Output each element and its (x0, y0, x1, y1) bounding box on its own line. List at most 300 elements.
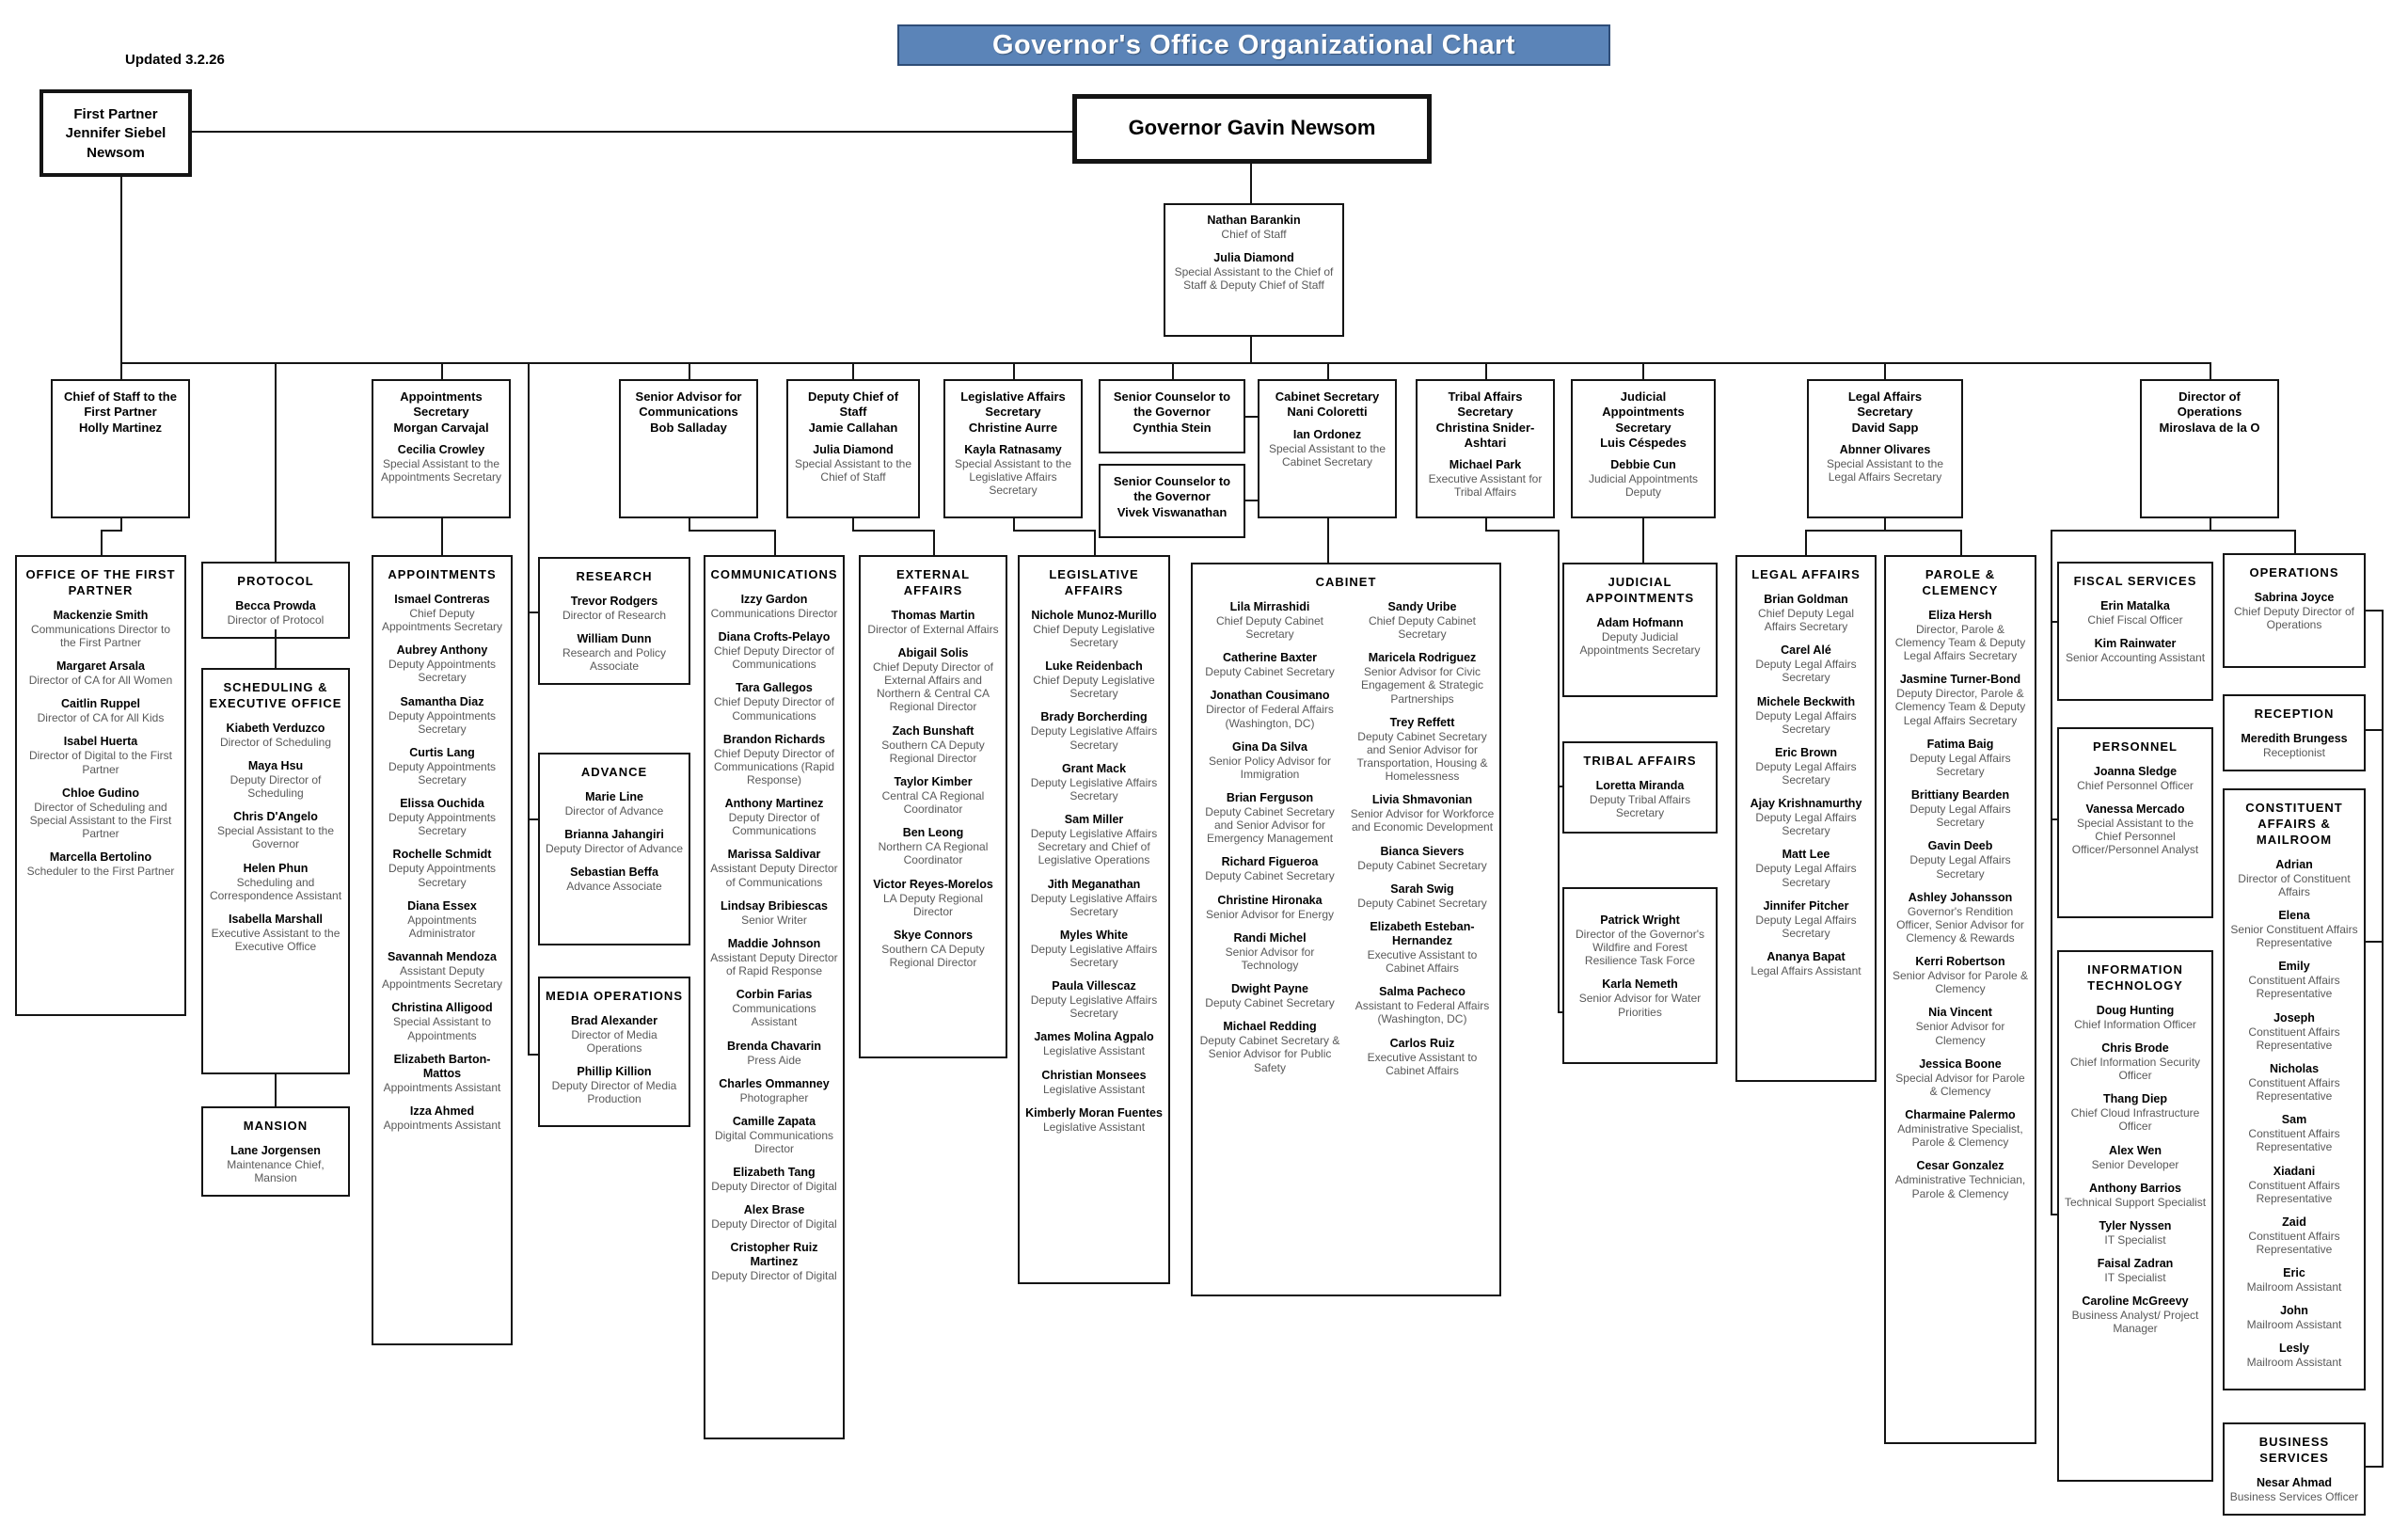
person-name: Marie Line (585, 789, 643, 803)
person-name: Carel Alé (1781, 643, 1831, 658)
person-entry (2064, 1041, 2207, 1082)
external-affairs-box (859, 555, 1007, 1058)
person-role: Constituent Affairs Representative (2248, 1025, 2340, 1052)
connector-line (275, 362, 277, 562)
person-entry (545, 790, 684, 818)
person-name: Michael Park (1449, 458, 1522, 471)
person-role: Senior Writer (741, 913, 807, 927)
box-title: Appointments Secretary Morgan Carvajal (393, 389, 489, 435)
person-entry (1891, 839, 2030, 880)
person-entry (710, 899, 838, 927)
person-role: Special Assistant to the Chief Personnel Officer/Personnel Analyst (2071, 817, 2199, 857)
person-role: Scheduling and Correspondence Assistant (209, 875, 342, 902)
person-role: Chief Deputy Director of External Affairs and Northern & Central CA Regional Director (872, 659, 994, 714)
box-header: CABINET (1315, 575, 1377, 589)
person-name: Christian Monsees (1041, 1068, 1147, 1082)
person-name: Eric Brown (1775, 745, 1837, 759)
person-entry (865, 609, 1001, 636)
connector-line (1327, 362, 1329, 381)
person-name: Emily (2278, 960, 2310, 974)
person-entry (1197, 855, 1342, 882)
person-name: Lane Jorgensen (230, 1143, 321, 1157)
person-name: Maddie Johnson (727, 936, 821, 950)
person-entry (865, 826, 1001, 866)
person-role: Senior Advisor for Workforce and Economic Development (1350, 807, 1495, 834)
person-name: Aubrey Anthony (396, 643, 488, 658)
chief-of-staff-first-partner-box (51, 379, 190, 518)
protocol-box (201, 562, 350, 639)
person-role: Senior Developer (2091, 1157, 2179, 1171)
research-box (538, 557, 690, 685)
person-role: Director of CA for All Women (28, 674, 173, 688)
person-name: Alex Wen (2108, 1143, 2162, 1157)
person-role: Chief Deputy Legal Affairs Secretary (1757, 606, 1855, 634)
person-entry (2229, 1304, 2359, 1331)
box-header: OPERATIONS (2249, 565, 2339, 580)
person-entry (1891, 738, 2030, 778)
person-entry (22, 609, 180, 649)
person-name: Sam Miller (1064, 813, 1124, 827)
connector-line (2366, 1466, 2382, 1468)
person-entry (2064, 1257, 2207, 1284)
person-name: Livia Shmavonian (1371, 793, 1473, 807)
person-role: Senior Advisor for Technology (1225, 945, 1315, 972)
person-name: Caitlin Ruppel (60, 697, 141, 711)
legal-affairs-secretary-box (1807, 379, 1963, 518)
person-entry (2229, 1215, 2359, 1256)
connector-line (689, 518, 690, 530)
person-role: Senior Advisor for Clemency (1915, 1020, 2005, 1047)
person-entry (1264, 428, 1390, 469)
person-role: Chief Fiscal Officer (2087, 612, 2183, 627)
person-role: Business Analyst/ Project Manager (2071, 1309, 2199, 1336)
person-entry (1891, 1006, 2030, 1046)
person-role: Deputy Appointments Secretary (388, 862, 497, 889)
person-entry (545, 828, 684, 855)
person-name: Erin Matalka (2100, 598, 2170, 612)
person-role: Deputy Cabinet Secretary (1205, 665, 1335, 679)
person-role: Mailroom Assistant (2246, 1280, 2342, 1295)
person-entry (378, 1104, 506, 1132)
person-role: Director of Constituent Affairs (2238, 871, 2351, 898)
person-role: Executive Assistant for Tribal Affairs (1428, 472, 1543, 500)
box-header: RESEARCH (576, 569, 653, 583)
person-entry (378, 797, 506, 837)
person-name: Izza Ahmed (409, 1104, 475, 1118)
person-entry (208, 759, 343, 800)
updated-date-label: Updated 3.2.26 (125, 52, 225, 68)
person-name: Ian Ordonez (1292, 427, 1362, 441)
mansion-box (201, 1106, 350, 1197)
person-entry (710, 681, 838, 722)
connector-line (101, 530, 103, 555)
person-role: Deputy Legislative Affairs Secretary (1030, 775, 1158, 802)
person-entry (2064, 1004, 2207, 1031)
person-role: LA Deputy Regional Director (882, 891, 984, 918)
person-entry (1024, 813, 1164, 866)
person-name: Jasmine Turner-Bond (1899, 673, 2021, 687)
person-name: Christina Alligood (391, 1001, 493, 1015)
person-entry (1024, 878, 1164, 918)
connector-line (441, 518, 443, 555)
person-entry (2064, 599, 2207, 627)
connector-line (1485, 518, 1487, 530)
person-entry (208, 599, 343, 627)
person-entry (1422, 458, 1548, 499)
person-name: Caroline McGreevy (2082, 1295, 2189, 1309)
chart-title-banner: Governor's Office Organizational Chart (897, 24, 1610, 66)
person-name: Curtis Lang (409, 745, 475, 759)
box-title: Senior Advisor for Communications Bob Salladay (635, 389, 742, 435)
person-role: Senior Advisor for Energy (1205, 907, 1335, 921)
legislative-affairs-box (1018, 555, 1170, 1284)
person-role: Receptionist (2262, 745, 2326, 759)
person-entry (1197, 931, 1342, 972)
box-header: SCHEDULING & EXECUTIVE OFFICE (209, 680, 342, 710)
person-entry (1742, 593, 1870, 633)
box-header: PERSONNEL (2093, 739, 2178, 754)
person-name: Thomas Martin (891, 608, 975, 622)
person-entry (1197, 689, 1342, 729)
person-name: Kimberly Moran Fuentes (1025, 1105, 1163, 1120)
person-role: Deputy Cabinet Secretary and Senior Advisor for Transportation, Housing & Homelessness (1356, 729, 1488, 784)
deputy-chief-of-staff-box (786, 379, 920, 518)
person-role: Special Advisor for Parole & Clemency (1895, 1071, 2025, 1098)
person-role: IT Specialist (2104, 1232, 2166, 1247)
person-entry (1742, 797, 1870, 837)
person-name: Chris D'Angelo (233, 810, 318, 824)
person-name: Trey Reffett (1389, 715, 1455, 729)
box-header: MANSION (243, 1119, 309, 1133)
person-entry (1170, 214, 1338, 241)
box-header: COMMUNICATIONS (710, 567, 838, 581)
tribal-affairs-box (1562, 741, 1718, 834)
box-title: Director of Operations Miroslava de la O (2159, 389, 2260, 435)
person-entry (208, 1144, 343, 1184)
constituent-affairs-mailroom-box (2223, 788, 2366, 1390)
judicial-appointments-secretary-box (1571, 379, 1716, 518)
person-entry (710, 1241, 838, 1282)
person-role: Photographer (739, 1090, 809, 1104)
box-title: Legal Affairs Secretary David Sapp (1847, 389, 1923, 435)
connector-line (1485, 362, 1487, 381)
person-name: Paula Villescaz (1052, 979, 1136, 993)
person-name: Becca Prowda (235, 598, 316, 612)
connector-line (120, 362, 122, 381)
box-header: INFORMATION TECHNOLOGY (2087, 962, 2183, 993)
person-entry (793, 443, 913, 484)
person-name: Tara Gallegos (736, 681, 813, 695)
person-entry (1024, 1106, 1164, 1134)
connector-line (1250, 337, 1252, 364)
person-role: Assistant Deputy Appointments Secretary (381, 964, 503, 992)
person-name: Elizabeth Esteban-Hernandez (1370, 919, 1475, 947)
person-entry (1350, 600, 1495, 641)
person-entry (2229, 1113, 2359, 1153)
person-entry (710, 593, 838, 620)
person-role: Director of External Affairs (867, 622, 999, 636)
person-entry (378, 1001, 506, 1041)
person-name: Joseph (2273, 1010, 2315, 1025)
person-entry (710, 1203, 838, 1231)
person-name: Matt Lee (1782, 848, 1830, 862)
connector-line (2366, 610, 2382, 612)
advance-box (538, 753, 690, 945)
person-entry (1891, 609, 2030, 662)
person-name: Michele Beckwith (1756, 694, 1856, 708)
person-entry (1197, 600, 1342, 641)
person-name: Victor Reyes-Morelos (873, 877, 993, 891)
chief-of-staff-box (1164, 203, 1344, 337)
person-entry (1024, 1030, 1164, 1057)
person-name: Brittiany Bearden (1910, 788, 2010, 802)
box-header: MEDIA OPERATIONS (545, 989, 683, 1003)
box-title: Tribal Affairs Secretary Christina Snider-Ashtari (1435, 389, 1535, 450)
person-name: Jessica Boone (1919, 1056, 2002, 1071)
person-role: Director of Digital to the First Partner (28, 749, 173, 776)
person-entry (1814, 443, 1956, 484)
person-name: Cristopher Ruiz Martinez (730, 1241, 818, 1269)
person-name: Elizabeth Tang (733, 1166, 816, 1180)
connector-line (1805, 530, 1960, 532)
person-name: Adrian (2275, 857, 2313, 871)
person-entry (1569, 616, 1711, 657)
person-entry (2229, 1342, 2359, 1369)
person-role: Special Assistant to the Legal Affairs Secretary (1826, 456, 1944, 484)
person-entry (2229, 732, 2359, 759)
person-role: Assistant to Federal Affairs (Washington, DC) (1354, 999, 1490, 1026)
person-role: Governor's Rendition Officer, Senior Advisor for Clemency & Rewards (1896, 904, 2024, 945)
box-header: FISCAL SERVICES (2073, 574, 2197, 588)
person-role: Chief Deputy Cabinet Secretary (1368, 613, 1477, 642)
cabinet-columns (1197, 600, 1495, 1079)
person-name: Myles White (1059, 928, 1129, 942)
person-entry (208, 810, 343, 850)
person-name: Sebastian Beffa (570, 866, 658, 880)
person-role: Research and Policy Associate (562, 646, 667, 674)
person-role: Special Assistant to the Cabinet Secretary (1268, 441, 1386, 469)
connector-line (275, 629, 277, 668)
person-role: Deputy Legislative Affairs Secretary (1030, 942, 1158, 969)
person-role: Appointments Assistant (383, 1080, 501, 1094)
person-entry (1197, 791, 1342, 845)
person-role: Senior Accounting Assistant (2065, 651, 2206, 665)
connector-line (528, 612, 538, 613)
person-entry (2229, 858, 2359, 898)
connector-line (1805, 530, 1807, 555)
person-entry (545, 866, 684, 893)
person-name: John (2280, 1304, 2308, 1318)
person-role: Executive Assistant to Cabinet Affairs (1367, 947, 1478, 976)
person-entry (1742, 950, 1870, 977)
person-role: Communications Assistant (732, 1002, 816, 1029)
senior-counselor-stein-box (1099, 379, 1245, 453)
person-role: Chief Deputy Director of Operations (2233, 604, 2355, 632)
person-role: Legislative Assistant (1042, 1082, 1146, 1096)
box-header: RECEPTION (2254, 707, 2335, 721)
legal-affairs-box (1735, 555, 1877, 1082)
person-role: Press Aide (747, 1053, 801, 1067)
person-name: Cecilia Crowley (397, 442, 485, 456)
connector-line (2210, 362, 2211, 381)
person-entry (378, 643, 506, 684)
person-entry (1197, 982, 1342, 1009)
director-of-operations-box (2140, 379, 2279, 518)
personnel-box (2057, 727, 2213, 918)
connector-line (528, 818, 538, 820)
person-role: Constituent Affairs Representative (2248, 974, 2340, 1001)
person-role: Director of Advance (564, 803, 664, 818)
person-role: Deputy Legal Affairs Secretary (1909, 751, 2011, 778)
person-name: Loretta Miranda (1595, 778, 1685, 792)
person-entry (545, 1065, 684, 1105)
person-role: Constituent Affairs Representative (2248, 1075, 2340, 1104)
person-entry (1891, 673, 2030, 726)
person-name: Corbin Farias (736, 988, 813, 1002)
person-entry (865, 724, 1001, 765)
connector-line (1013, 518, 1015, 530)
person-entry (1742, 899, 1870, 940)
person-name: Ismael Contreras (394, 592, 490, 606)
person-role: Chief Deputy Director of Communications (713, 644, 835, 672)
connector-line (528, 1054, 538, 1056)
person-name: Lindsay Bribiescas (721, 898, 828, 913)
connector-line (2051, 1214, 2057, 1215)
person-entry (1350, 1037, 1495, 1077)
person-name: Karla Nemeth (1602, 977, 1678, 992)
person-name: Patrick Wright (1600, 913, 1680, 927)
person-role: Maintenance Chief, Mansion (227, 1157, 325, 1185)
person-name: Izzy Gardon (740, 592, 808, 606)
connector-line (2210, 518, 2211, 530)
person-entry (710, 937, 838, 977)
person-name: Bianca Sievers (1380, 844, 1465, 858)
connector-line (852, 530, 933, 532)
person-name: Cesar Gonzalez (1916, 1159, 2004, 1173)
first-partner-box (40, 89, 192, 177)
person-name: Elena (2278, 908, 2310, 922)
person-entry (865, 929, 1001, 969)
person-role: Deputy Legal Affairs Secretary (1755, 658, 1857, 685)
person-role: Chief Deputy Legislative Secretary (1033, 674, 1155, 701)
person-entry (2064, 1219, 2207, 1247)
person-name: Xiadani (2273, 1164, 2316, 1178)
person-name: Brianna Jahangiri (564, 828, 664, 842)
person-role: Assistant Deputy Director of Rapid Response (710, 950, 838, 978)
person-role: Deputy Legislative Affairs Secretary (1030, 724, 1158, 752)
person-name: Sam (2281, 1113, 2307, 1127)
connector-line (120, 518, 122, 530)
person-name: Anthony Barrios (2089, 1181, 2181, 1195)
person-role: Business Services Officer (2229, 1489, 2359, 1503)
person-name: Helen Phun (243, 861, 309, 875)
person-name: Diana Essex (407, 898, 477, 913)
person-role: Deputy Legislative Affairs Secretary and Chief of Legislative Operations (1030, 827, 1158, 867)
person-entry (1350, 716, 1495, 784)
person-role: Deputy Director of Media Production (551, 1079, 677, 1106)
person-role: Chief Personnel Officer (2077, 778, 2194, 792)
person-name: Lila Mirrashidi (1229, 599, 1310, 613)
person-role: Chief Information Officer (2074, 1017, 2196, 1031)
person-entry (1569, 913, 1711, 967)
person-name: Mackenzie Smith (53, 608, 149, 622)
person-role: Scheduler to the First Partner (26, 865, 175, 879)
person-role: Director of CA for All Kids (37, 711, 165, 725)
person-name: Ashley Johansson (1908, 890, 2013, 904)
person-name: Gina Da Silva (1232, 739, 1307, 754)
person-entry (378, 899, 506, 940)
person-role: Administrative Technician, Parole & Clemency (1894, 1173, 2026, 1200)
person-name: Brian Goldman (1764, 592, 1848, 606)
connector-line (1245, 416, 1258, 418)
person-name: Zaid (2282, 1215, 2306, 1229)
person-name: Doug Hunting (2096, 1003, 2175, 1017)
scheduling-executive-office-box (201, 668, 350, 1074)
person-entry (1891, 1057, 2030, 1098)
person-name: Eliza Hersh (1928, 608, 1992, 622)
person-entry (1024, 659, 1164, 700)
person-role: Deputy Director of Digital (711, 1269, 837, 1283)
connector-line (528, 362, 530, 1056)
box-header: TRIBAL AFFAIRS (1583, 754, 1697, 768)
person-role: Deputy Appointments Secretary (388, 658, 497, 685)
person-entry (2064, 1144, 2207, 1171)
person-entry (545, 632, 684, 673)
senior-advisor-communications-box (619, 379, 758, 518)
connector-line (1245, 500, 1258, 501)
person-name: James Molina Agpalo (1034, 1030, 1154, 1044)
person-entry (1891, 891, 2030, 945)
person-name: Grant Mack (1061, 761, 1127, 775)
legislative-affairs-secretary-box (943, 379, 1083, 518)
person-role: Special Assistant to the Governor (216, 824, 335, 851)
person-name: Salma Pacheco (1379, 985, 1465, 999)
appointments-secretary-box (372, 379, 511, 518)
connector-line (1485, 530, 1558, 532)
person-role: Director of Scheduling (219, 735, 332, 749)
person-role: Deputy Legal Affairs Secretary (1755, 759, 1857, 786)
person-entry (1024, 609, 1164, 649)
connector-line (2051, 530, 2294, 532)
person-name: Marissa Saldivar (727, 848, 821, 862)
person-name: Lesly (2279, 1342, 2309, 1356)
connector-line (1094, 530, 1096, 555)
connector-line (275, 1074, 277, 1106)
person-entry (378, 593, 506, 633)
person-role: Deputy Legal Affairs Secretary (1755, 811, 1857, 838)
person-name: Faisal Zadran (2097, 1257, 2174, 1271)
connector-line (120, 362, 2210, 364)
person-name: Julia Diamond (813, 442, 894, 456)
person-role: Deputy Legislative Affairs Secretary (1030, 993, 1158, 1021)
person-entry (378, 746, 506, 786)
person-name: Taylor Kimber (894, 774, 973, 788)
connector-line (2051, 530, 2052, 1214)
person-role: Special Assistant to the Legislative Affairs Secretary (954, 456, 1072, 498)
person-entry (1197, 740, 1342, 781)
person-role: Deputy Cabinet Secretary (1357, 858, 1487, 872)
person-name: Isabella Marshall (228, 912, 324, 926)
person-entry (1891, 1108, 2030, 1149)
person-role: Senior Advisor for Parole & Clemency (1892, 969, 2029, 996)
person-entry (1577, 458, 1709, 499)
person-entry (545, 595, 684, 622)
person-role: Senior Advisor for Water Priorities (1578, 992, 1702, 1019)
box-title: Senior Counselor to the Governor Vivek Viswanathan (1113, 474, 1231, 519)
connector-line (101, 530, 122, 532)
person-role: Constituent Affairs Representative (2248, 1229, 2340, 1257)
person-name: Jith Meganathan (1047, 877, 1141, 891)
